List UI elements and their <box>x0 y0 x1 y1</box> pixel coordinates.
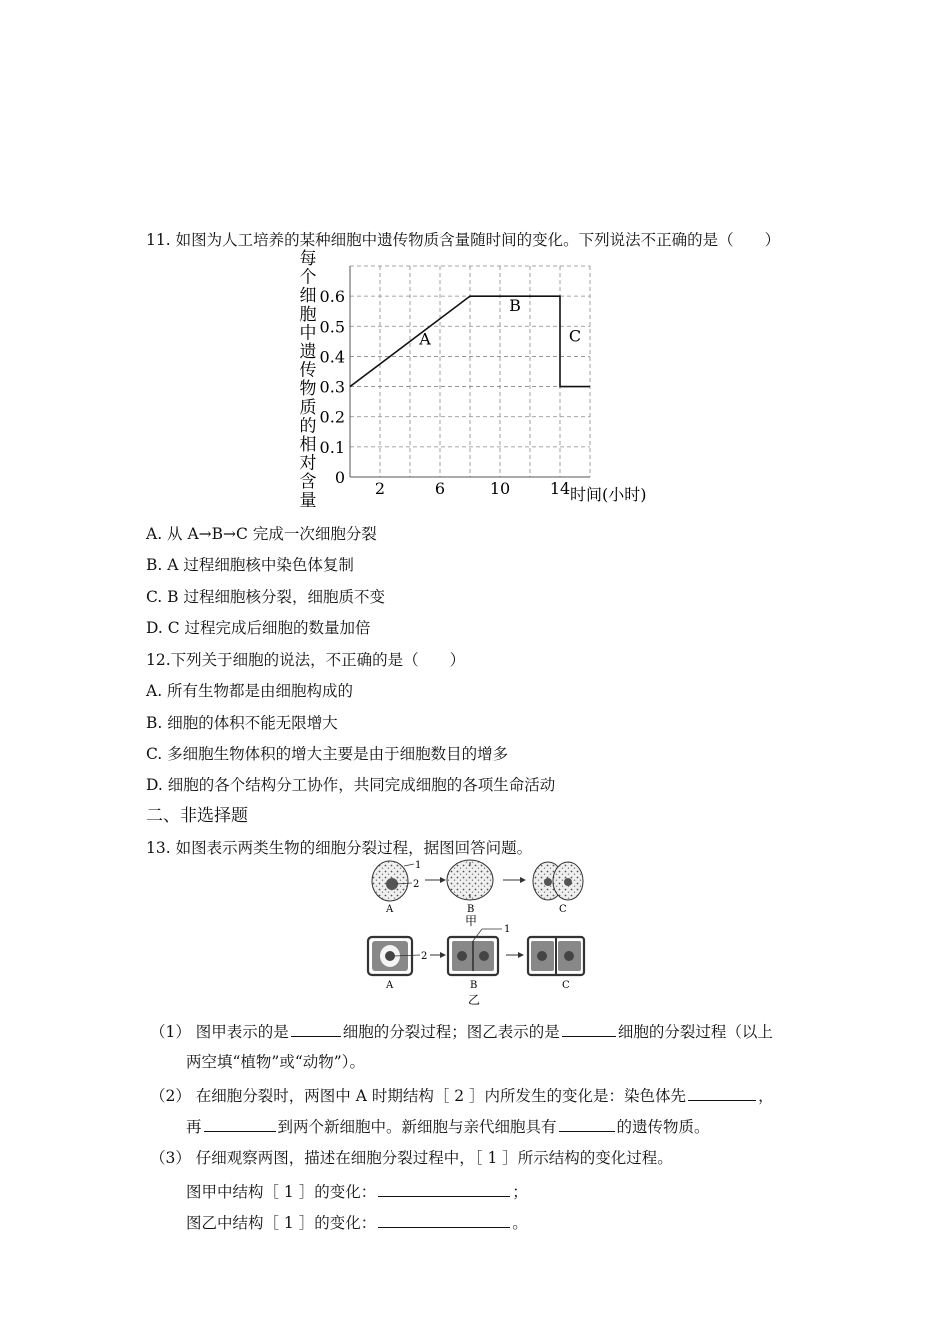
q13-p2b: ， <box>758 1087 774 1105</box>
y-tick-label: 0.4 <box>319 347 345 367</box>
annotation-label: B <box>509 296 521 316</box>
q13-p3a: 图甲中结构［ 1 ］的变化： <box>186 1183 377 1201</box>
stage-b-bottom: B <box>470 980 478 991</box>
q13-p1d: 两空填“植物”或“动物”）。 <box>186 1053 365 1071</box>
blank-p3-2[interactable] <box>378 1211 510 1228</box>
q13-p1c: 细胞的分裂过程（以上 <box>617 1023 773 1041</box>
q13-p2a: （2） 在细胞分裂时，两图中 A 时期结构［ 2 ］内所发生的变化是：染色体先 <box>150 1087 687 1105</box>
y-tick-label: 0.5 <box>319 317 345 337</box>
y-tick-label: 0.3 <box>319 377 345 397</box>
section-heading: 二、非选择题 <box>146 806 248 826</box>
x-tick-label: 6 <box>434 479 446 498</box>
y-label-char: 的 <box>299 416 317 437</box>
plant-cell-a <box>368 937 412 975</box>
q12-stem: 12.下列关于细胞的说法，不正确的是（ ） <box>146 651 466 669</box>
blank-p3-1[interactable] <box>378 1180 510 1197</box>
q12-option-a: A. 所有生物都是由细胞构成的 <box>146 682 354 700</box>
x-tick-label: 14 <box>549 479 571 498</box>
y-label-char: 每 <box>299 249 317 269</box>
q13-part3-line3 <box>186 1211 528 1233</box>
x-tick-label: 10 <box>489 479 511 498</box>
y-label-char: 胞 <box>299 304 317 325</box>
chart-q11 <box>0 240 950 530</box>
x-tick-labels <box>375 479 570 498</box>
y-tick-label: 0 <box>334 468 345 487</box>
q13-stem: 13. 如图表示两类生物的细胞分裂过程，据图回答问题。 <box>146 839 533 857</box>
blank-p1-1[interactable] <box>291 1020 341 1037</box>
q13-p3a-end: ； <box>512 1183 528 1201</box>
y-tick-labels <box>320 287 345 487</box>
q13-p1a: （1） 图甲表示的是 <box>150 1023 289 1041</box>
q13-part2-line1 <box>150 1084 774 1106</box>
plant-cell-c <box>528 937 584 975</box>
q12-option-b: B. 细胞的体积不能无限增大 <box>146 714 338 732</box>
q13-p3: （3） 仔细观察两图，描述在细胞分裂过程中，［ 1 ］所示结构的变化过程。 <box>150 1149 673 1167</box>
annotation-label: A <box>419 329 431 349</box>
q12-option-d: D. 细胞的各个结构分工协作，共同完成细胞的各项生命活动 <box>146 776 556 794</box>
animal-cell-a <box>372 861 408 901</box>
y-label-char: 质 <box>299 397 317 418</box>
cell-division-figure <box>0 858 950 1008</box>
y-label-char: 细 <box>299 286 317 307</box>
annotation-label: C <box>568 326 582 346</box>
animal-cell-b <box>447 860 493 900</box>
animal-cell-c <box>533 862 583 900</box>
x-axis-label: 时间(小时) <box>570 485 647 504</box>
y-label-char: 相 <box>299 435 317 455</box>
blank-p2-1[interactable] <box>688 1084 756 1101</box>
x-tick-label: 2 <box>374 479 386 498</box>
q13-part3-line2 <box>186 1180 528 1202</box>
label-1-bottom: 1 <box>504 924 511 935</box>
y-label-char: 对 <box>299 453 317 474</box>
stage-c-bottom: C <box>562 980 570 991</box>
q13-part1-line1 <box>150 1020 773 1042</box>
q13-p2e: 的遗传物质。 <box>616 1118 710 1136</box>
q11-stem: 11. 如图为人工培养的某种细胞中遗传物质含量随时间的变化。下列说法不正确的是（ ） <box>146 231 781 249</box>
plant-cell-b <box>448 937 498 975</box>
q13-p3b-end: 。 <box>512 1214 528 1232</box>
q11-option-c: C. B 过程细胞核分裂，细胞质不变 <box>146 588 385 606</box>
q13-p1b: 细胞的分裂过程；图乙表示的是 <box>342 1023 560 1041</box>
blank-p1-2[interactable] <box>562 1020 616 1037</box>
y-label-char: 遗 <box>299 342 317 362</box>
blank-p2-3[interactable] <box>559 1115 615 1132</box>
blank-p2-2[interactable] <box>204 1115 276 1132</box>
y-tick-label: 0.2 <box>319 407 345 427</box>
label-2-top: 2 <box>413 879 420 890</box>
stage-a-bottom: A <box>386 980 394 991</box>
caption-yi: 乙 <box>468 993 481 1007</box>
stage-b-top: B <box>467 904 475 915</box>
stage-a-top: A <box>386 904 394 915</box>
y-label-char: 量 <box>299 490 317 511</box>
q13-p2c: 再 <box>186 1118 202 1136</box>
q13-p3b: 图乙中结构［ 1 ］的变化： <box>186 1214 377 1232</box>
label-2-bottom: 2 <box>421 951 428 962</box>
q12-option-c: C. 多细胞生物体积的增大主要是由于细胞数目的增多 <box>146 745 509 763</box>
q11-option-a: A. 从 A→B→C 完成一次细胞分裂 <box>146 525 377 543</box>
y-tick-label: 0.6 <box>319 287 345 307</box>
y-label-char: 传 <box>299 360 317 381</box>
y-label-char: 含 <box>299 472 317 493</box>
stage-c-top: C <box>559 904 567 915</box>
caption-jia: 甲 <box>465 914 478 928</box>
y-axis-label <box>300 249 317 511</box>
label-1-top: 1 <box>415 860 422 871</box>
q11-option-d: D. C 过程完成后细胞的数量加倍 <box>146 619 371 637</box>
q13-part2-line2 <box>186 1115 710 1137</box>
chart-grid <box>350 266 590 477</box>
q11-option-b: B. A 过程细胞核中染色体复制 <box>146 556 354 574</box>
y-label-char: 中 <box>299 323 317 344</box>
y-label-char: 个 <box>299 267 317 288</box>
q13-p2d: 到两个新细胞中。新细胞与亲代细胞具有 <box>277 1118 557 1136</box>
y-tick-label: 0.1 <box>319 437 345 457</box>
y-label-char: 物 <box>299 379 317 400</box>
